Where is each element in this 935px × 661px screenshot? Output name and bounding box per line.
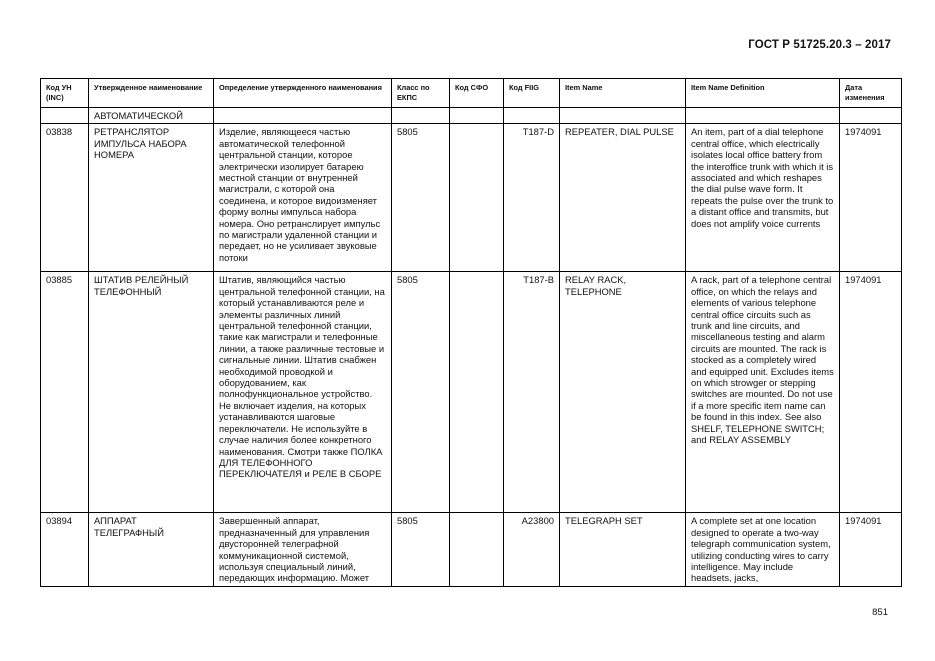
table-cell	[450, 124, 504, 272]
table-cell: АППАРАТ ТЕЛЕГРАФНЫЙ	[89, 513, 214, 586]
table-cell: 03838	[41, 124, 89, 272]
header-approved-name: Утвержденное наименование	[89, 79, 214, 108]
table-cell	[41, 108, 89, 124]
header-name-definition: Определение утвержденного наименования	[214, 79, 392, 108]
header-item-definition: Item Name Definition	[686, 79, 840, 108]
table-cell: T187-B	[504, 272, 560, 513]
header-fiig-code: Код FIIG	[504, 79, 560, 108]
table-cell: An item, part of a dial telephone central office, which electrically isolates local office battery from the interoffice trunk with which it is associated and which reshapes the dial pulse wave form. It repeats the pulse over the trunk to a distant office and transmits, but does not amplify voice currents	[686, 124, 840, 272]
table-cell: 03894	[41, 513, 89, 586]
table-cell: 5805	[392, 124, 450, 272]
table-cell: Штатив, являющийся частью центральной телефонной станции, на который устанавливаются реле и элементы различных линий центральной телефонной станции, такие как магистрали и телефонные линии, а также различные тестовые и сигнальные линии. Штатив снабжен необходимой проводкой и оборудованием, как полнофункциональное устройство. Не включает изделия, на которых устанавливаются шаговые переключатели. Не используйте в случае наличия более конкретного наименования. Смотри также ПОЛКА ДЛЯ ТЕЛЕФОННОГО ПЕРЕКЛЮЧАТЕЛЯ и РЕЛЕ В СБОРЕ	[214, 272, 392, 513]
table-cell	[450, 272, 504, 513]
table-cell	[560, 108, 686, 124]
table-cell: RELAY RACK, TELEPHONE	[560, 272, 686, 513]
header-ekps-class: Класс по ЕКПС	[392, 79, 450, 108]
table-cell	[214, 108, 392, 124]
table-cell	[450, 513, 504, 586]
table-cell: 5805	[392, 513, 450, 586]
table-cell: A rack, part of a telephone central office, on which the relays and elements of various telephone central office circuits such as trunk and line circuits, and miscellaneous testing and alarm circuits are mounted. The rack is stocked as a completely wired and equipped unit. Excludes items on which strowger or stepping switches are mounted. Do not use if a more specific item name can be found in this index. See also SHELF, TELEPHONE SWITCH; and RELAY ASSEMBLY	[686, 272, 840, 513]
header-inc-code: Код УН (INC)	[41, 79, 89, 108]
table-cell	[504, 108, 560, 124]
page-number: 851	[872, 607, 888, 618]
table-row	[41, 513, 902, 586]
table-row	[41, 124, 902, 272]
table-cell: ШТАТИВ РЕЛЕЙНЫЙ ТЕЛЕФОННЫЙ	[89, 272, 214, 513]
table-cell: TELEGRAPH SET	[560, 513, 686, 586]
table-cell: A23800	[504, 513, 560, 586]
header-item-name: Item Name	[560, 79, 686, 108]
table-cell: 1974091	[840, 124, 902, 272]
table-cell: 5805	[392, 272, 450, 513]
table-header-row	[41, 79, 902, 108]
table-cell: 1974091	[840, 513, 902, 586]
table-cell: Изделие, являющееся частью автоматической телефонной центральной станции, которое электрически изолирует батарею местной станции от внутренней магистрали, с которой она соединена, и которое видоизменяет форму волны импульса набора номера. Оно ретранслирует импульс по магистрали удаленной станции и передает, но не усиливает звуковые потоки	[214, 124, 392, 272]
table-cell: 03885	[41, 272, 89, 513]
table-cell: Завершенный аппарат, предназначенный для управления двусторонней телеграфной коммуникационной системой, используя специальный линий, передающих информацию. Может	[214, 513, 392, 586]
document-header: ГОСТ Р 51725.20.3 – 2017	[748, 39, 891, 51]
table-cell	[450, 108, 504, 124]
table-cell: REPEATER, DIAL PULSE	[560, 124, 686, 272]
catalog-table	[40, 78, 902, 587]
table-cell	[686, 108, 840, 124]
table-cell: A complete set at one location designed to operate a two-way telegraph communication system, utilizing conducting wires to carry intelligence. May include headsets, jacks,	[686, 513, 840, 586]
table-row-continuation	[41, 108, 902, 124]
table-cell: 1974091	[840, 272, 902, 513]
header-change-date: Дата изменения	[840, 79, 902, 108]
table-cell: АВТОМАТИЧЕСКОЙ	[89, 108, 214, 124]
table-cell	[840, 108, 902, 124]
table-cell: РЕТРАНСЛЯТОР ИМПУЛЬСА НАБОРА НОМЕРА	[89, 124, 214, 272]
table-row	[41, 272, 902, 513]
table-cell	[392, 108, 450, 124]
table-cell: T187-D	[504, 124, 560, 272]
header-sfo-code: Код СФО	[450, 79, 504, 108]
